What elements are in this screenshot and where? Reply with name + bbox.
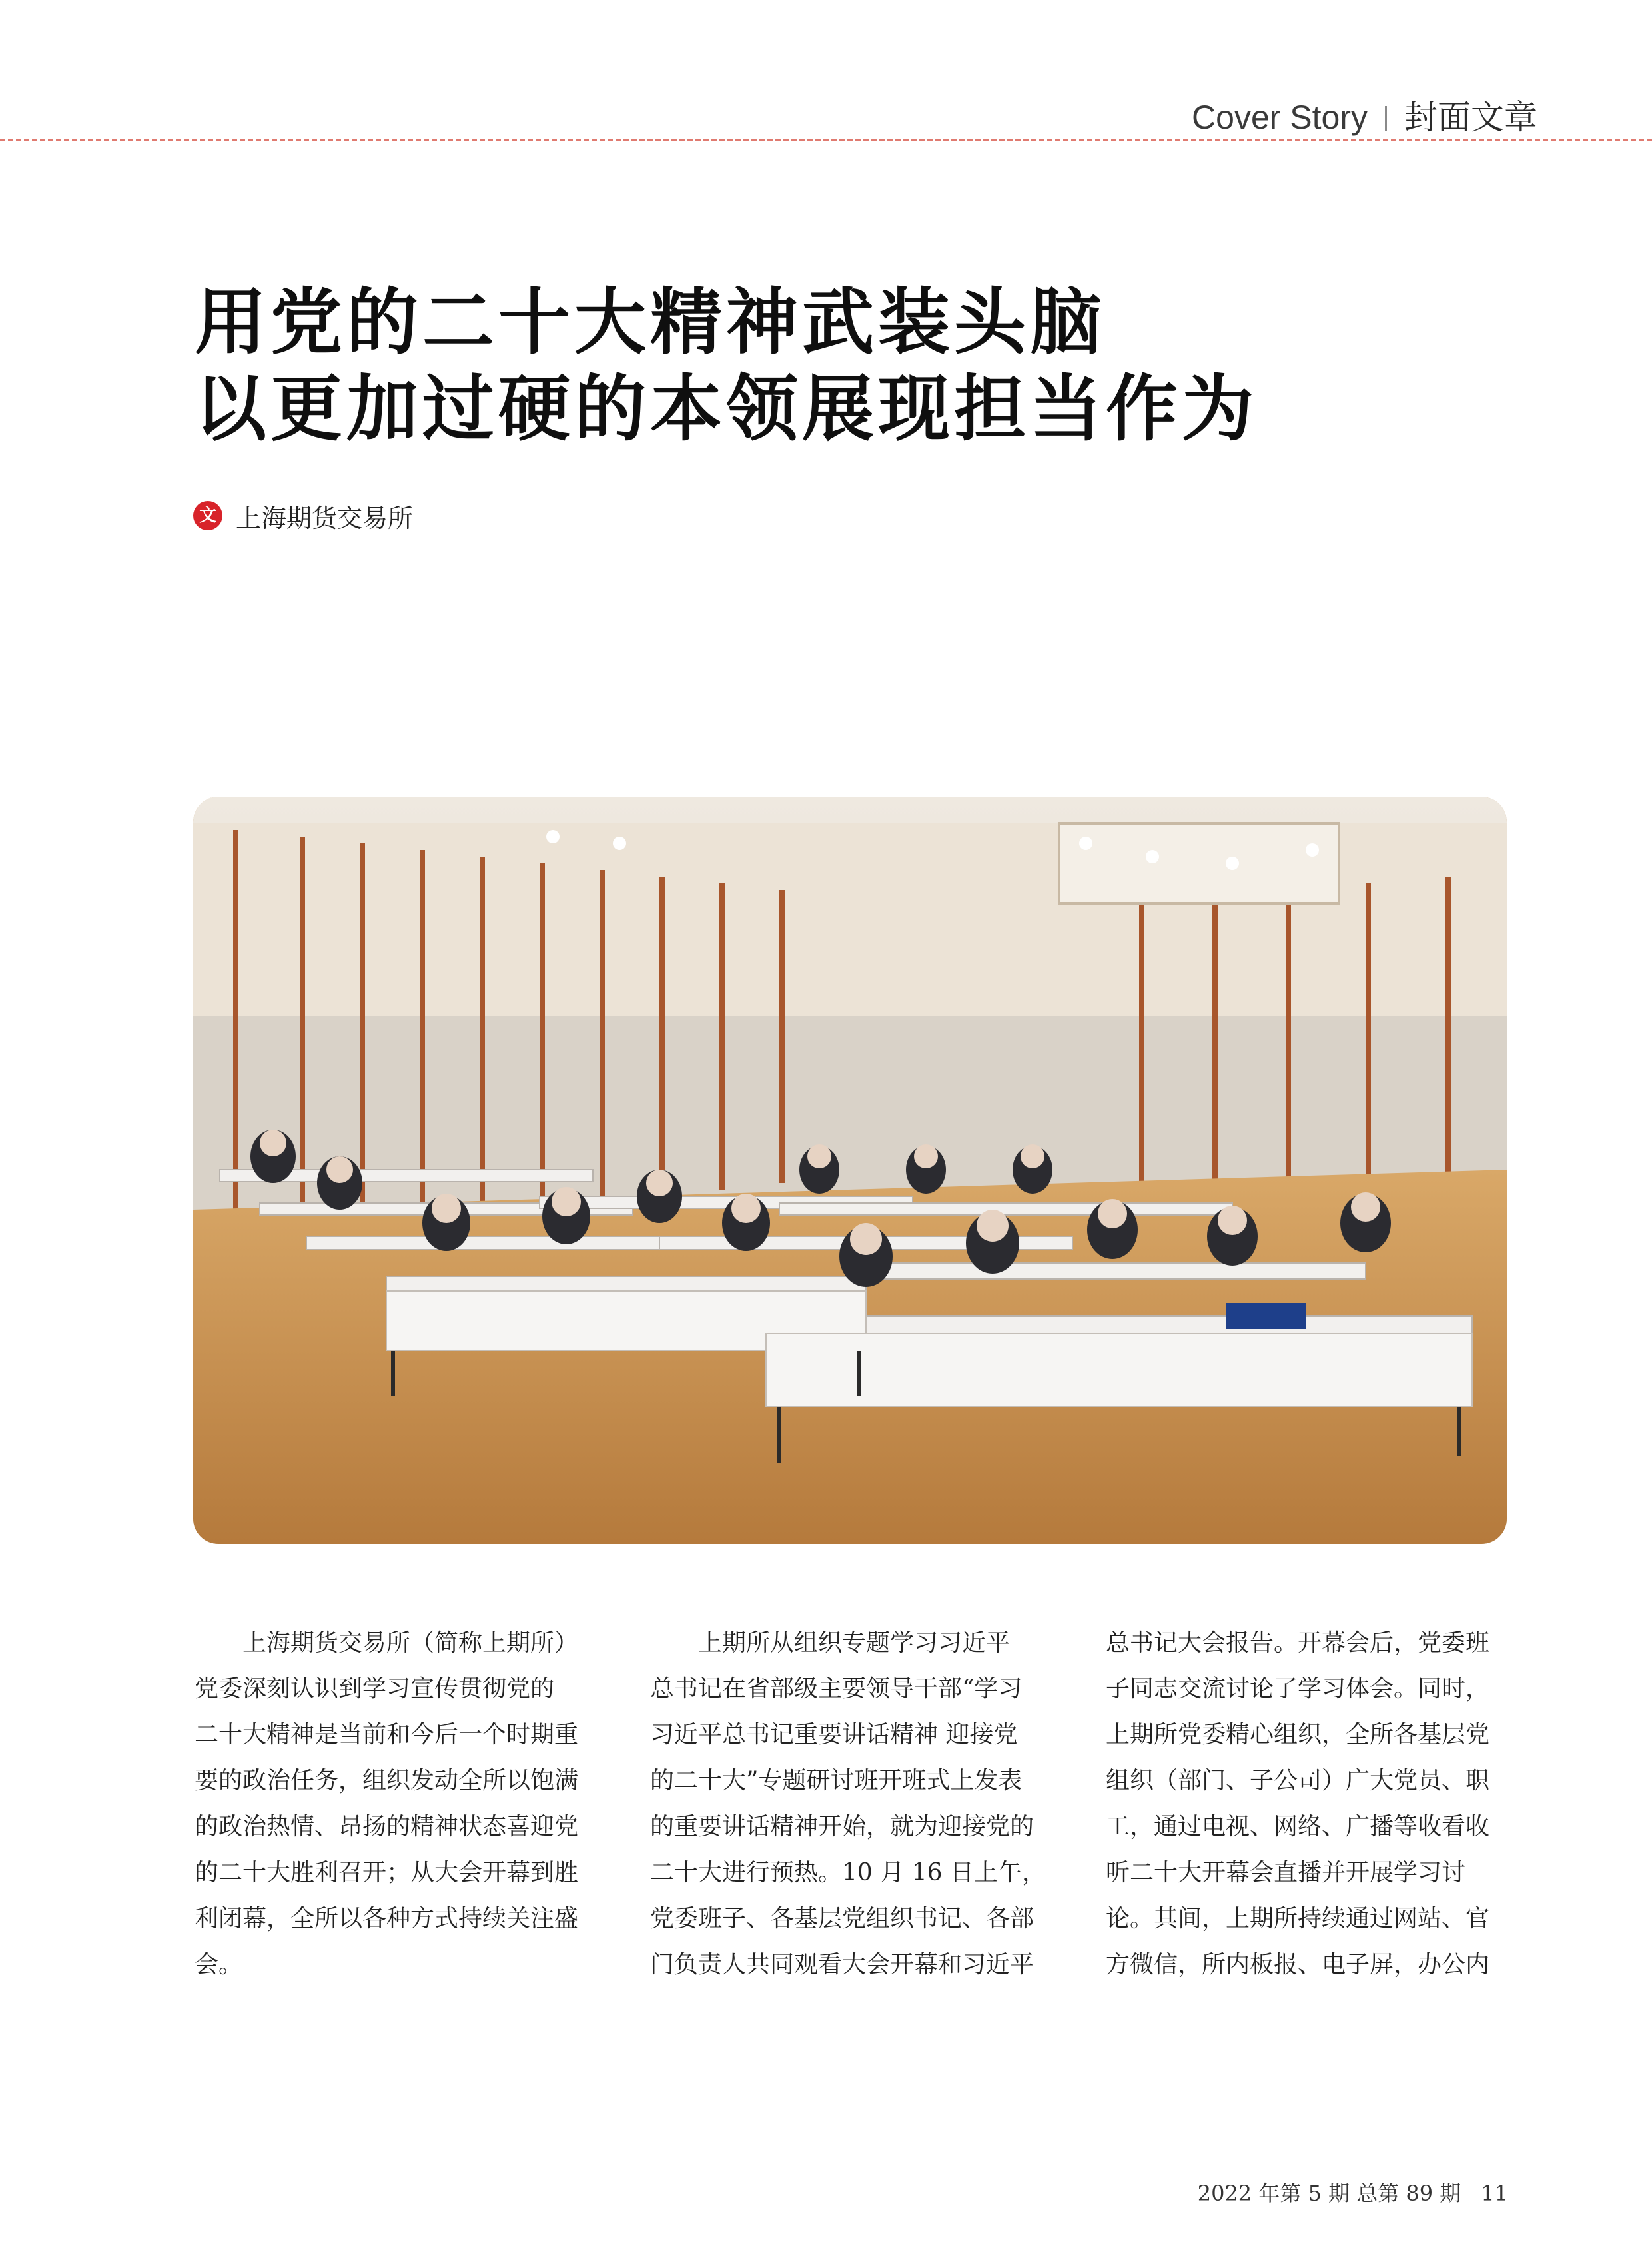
body-line: 上期所从组织专题学习习近平 [698, 1629, 1011, 1657]
body-line: 二十大进行预热。10 月 16 日上午， [650, 1859, 1046, 1886]
header-separator [1385, 106, 1387, 131]
body-column-3 [1106, 1620, 1512, 1988]
body-column-1 [195, 1620, 601, 1988]
body-line: 二十大精神是当前和今后一个时期重 [195, 1721, 579, 1748]
page-number: 11 [1481, 2181, 1508, 2206]
body-line: 要的政治任务，组织发动全所以饱满 [195, 1767, 579, 1794]
body-line: 会。 [195, 1951, 243, 1978]
meeting-room-photo [193, 797, 1507, 1544]
byline-author: 上海期货交易所 [236, 503, 414, 533]
body-line: 论。其间，上期所持续通过网站、官 [1106, 1905, 1490, 1932]
body-line: 上期所党委精心组织，全所各基层党 [1106, 1721, 1490, 1748]
byline-badge: 文 [193, 501, 222, 530]
issue-info: 2022 年第 5 期 总第 89 期 [1197, 2181, 1461, 2206]
body-column-2 [650, 1620, 1056, 1988]
body-line: 总书记在省部级主要领导干部“学习 [650, 1675, 1023, 1702]
header-dashed-rule [0, 139, 1652, 141]
body-line: 听二十大开幕会直播并开展学习讨 [1106, 1859, 1466, 1886]
body-line: 党委班子、各基层党组织书记、各部 [650, 1905, 1034, 1932]
body-line: 党委深刻认识到学习宣传贯彻党的 [195, 1675, 555, 1702]
photo-illustration [193, 797, 1507, 1544]
body-line: 门负责人共同观看大会开幕和习近平 [650, 1951, 1034, 1978]
section-label-zh: 封面文章 [1404, 98, 1537, 137]
body-line: 总书记大会报告。开幕会后，党委班 [1106, 1629, 1490, 1657]
body-line: 的二十大胜利召开；从大会开幕到胜 [195, 1859, 579, 1886]
article-title-line-1: 用党的二十大精神武装头脑 [195, 281, 1106, 364]
body-line: 组织（部门、子公司）广大党员、职 [1106, 1767, 1490, 1794]
body-line: 方微信，所内板报、电子屏，办公内 [1106, 1951, 1490, 1978]
body-line: 上海期货交易所（简称上期所） [242, 1629, 579, 1657]
section-label [1192, 97, 1537, 137]
body-line: 习近平总书记重要讲话精神 迎接党 [650, 1721, 1018, 1748]
body-line: 工，通过电视、网络、广播等收看收 [1106, 1813, 1490, 1840]
page-footer [1198, 2177, 1508, 2207]
byline [193, 498, 413, 533]
section-label-en: Cover Story [1192, 99, 1368, 136]
body-line: 的政治热情、昂扬的精神状态喜迎党 [195, 1813, 579, 1840]
article-title [195, 280, 1258, 453]
body-line: 的重要讲话精神开始，就为迎接党的 [650, 1813, 1034, 1840]
article-title-line-2: 以更加过硬的本领展现担当作为 [195, 368, 1258, 451]
body-line: 利闭幕，全所以各种方式持续关注盛 [195, 1905, 579, 1932]
body-line: 的二十大”专题研讨班开班式上发表 [650, 1767, 1023, 1794]
running-header [0, 88, 1652, 141]
body-line: 子同志交流讨论了学习体会。同时， [1106, 1675, 1490, 1702]
